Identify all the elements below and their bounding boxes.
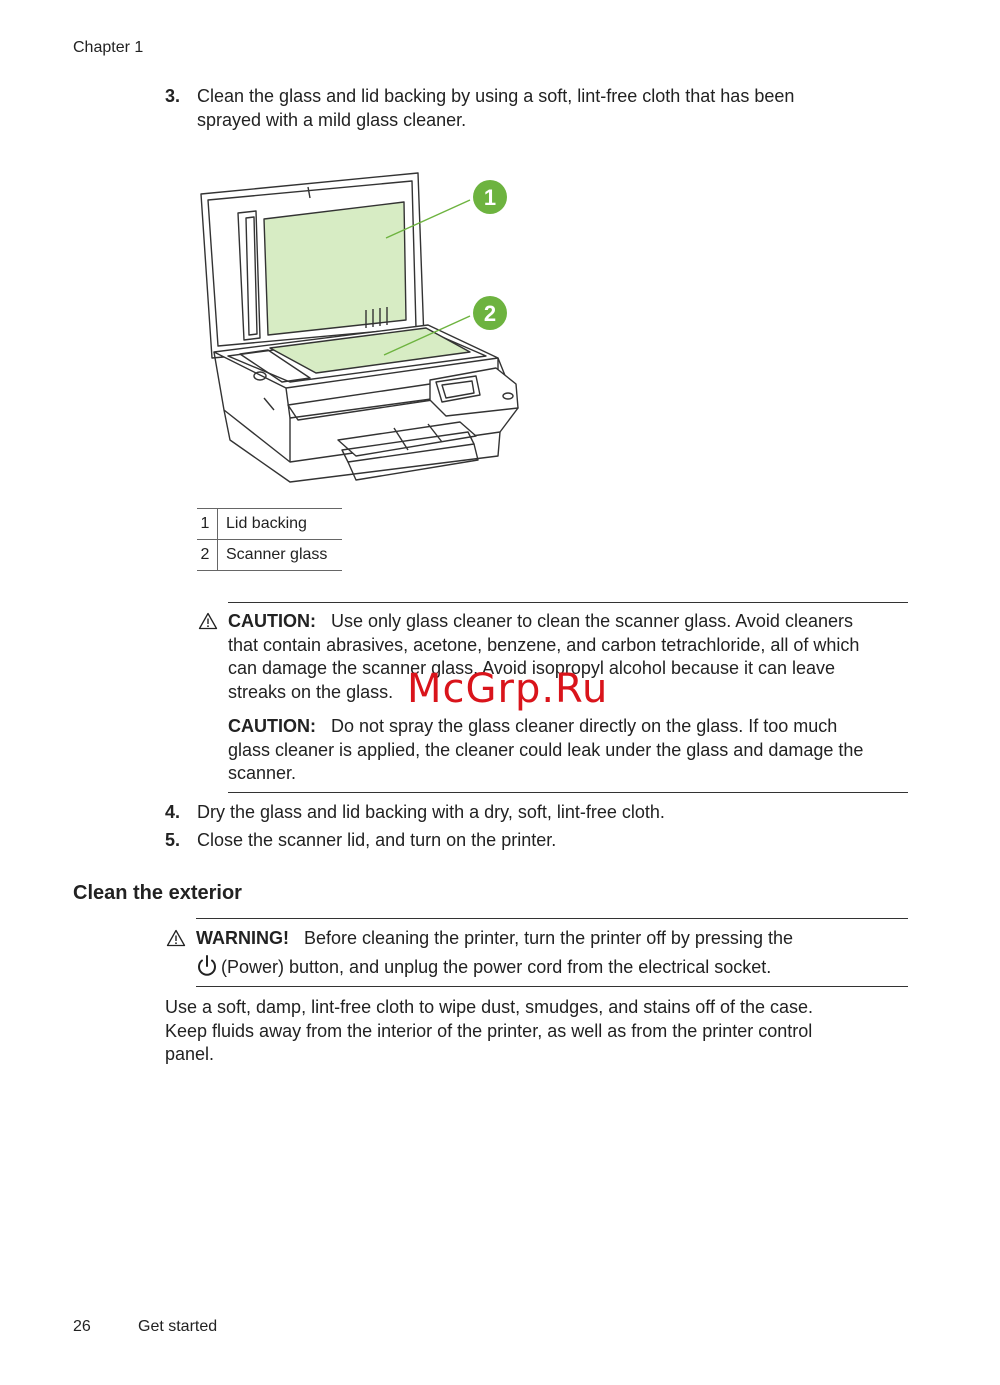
step-4-text: Dry the glass and lid backing with a dry, soft, lint-free cloth. bbox=[197, 802, 665, 822]
warning-line-2: (Power) button, and unplug the power cord from the electrical socket. bbox=[221, 957, 772, 977]
caution-1-label: CAUTION: bbox=[228, 611, 316, 631]
page-number: 26 bbox=[73, 1318, 91, 1335]
legend-label: Scanner glass bbox=[218, 540, 343, 571]
section-heading: Clean the exterior bbox=[73, 882, 242, 904]
caution-2-line-2: glass cleaner is applied, the cleaner could leak under the glass and damage the bbox=[228, 739, 864, 760]
step-3-line-2: sprayed with a mild glass cleaner. bbox=[197, 109, 467, 130]
power-icon bbox=[196, 954, 218, 978]
step-3-text bbox=[197, 85, 794, 132]
warning-line-1-wrap bbox=[196, 927, 916, 951]
caution-2-line-3: scanner. bbox=[228, 763, 297, 783]
exterior-line-1: Use a soft, damp, lint-free cloth to wipe dust, smudges, and stains off of the case. bbox=[165, 997, 814, 1017]
step-4-number: 4. bbox=[165, 802, 181, 822]
warning-triangle-icon bbox=[166, 929, 186, 947]
watermark: McGrp.Ru bbox=[407, 666, 609, 712]
caution-bottom-rule bbox=[228, 792, 908, 793]
caution-2 bbox=[228, 715, 918, 786]
chapter-header: Chapter 1 bbox=[73, 39, 144, 56]
caution-top-rule bbox=[228, 602, 908, 603]
exterior-line-2: Keep fluids away from the interior of the printer, as well as from the printer control bbox=[165, 1020, 813, 1041]
callout-1-icon bbox=[473, 180, 507, 214]
callout-2-label: 2 bbox=[483, 301, 497, 326]
step-3-number: 3. bbox=[165, 86, 181, 106]
legend-number: 2 bbox=[197, 540, 218, 571]
caution-triangle-icon bbox=[198, 612, 218, 630]
step-5-text: Close the scanner lid, and turn on the printer. bbox=[197, 830, 557, 850]
caution-2-line-1: Do not spray the glass cleaner directly on the glass. If too much bbox=[331, 716, 838, 736]
legend-label: Lid backing bbox=[218, 509, 343, 540]
exterior-line-3: panel. bbox=[165, 1044, 215, 1064]
caution-1-line-3: can damage the scanner glass. Avoid isopropyl alcohol because it can leave bbox=[228, 658, 836, 678]
legend-number: 1 bbox=[197, 509, 218, 540]
caution-1-line-1: Use only glass cleaner to clean the scanner glass. Avoid cleaners bbox=[331, 611, 853, 631]
footer-title: Get started bbox=[138, 1318, 218, 1335]
caution-1-line-4: streaks on the glass. bbox=[228, 681, 394, 702]
step-5-number: 5. bbox=[165, 830, 181, 850]
caution-1-line-2: that contain abrasives, acetone, benzene, and carbon tetrachloride, all of which bbox=[228, 634, 860, 655]
table-row bbox=[197, 540, 342, 571]
figure-legend-table bbox=[197, 508, 342, 571]
exterior-paragraph bbox=[165, 996, 925, 1067]
table-row bbox=[197, 509, 342, 540]
caution-2-label: CAUTION: bbox=[228, 716, 316, 736]
callout-1-label: 1 bbox=[483, 185, 497, 210]
warning-top-rule bbox=[196, 918, 908, 919]
callout-2-icon bbox=[473, 296, 507, 330]
warning-line-1: Before cleaning the printer, turn the printer off by pressing the bbox=[304, 928, 793, 948]
printer-scanner-illustration bbox=[198, 170, 528, 488]
warning-label: WARNING! bbox=[196, 928, 289, 948]
step-3-line-1: Clean the glass and lid backing by using a soft, lint-free cloth that has been bbox=[197, 86, 795, 106]
warning-bottom-rule bbox=[196, 986, 908, 987]
